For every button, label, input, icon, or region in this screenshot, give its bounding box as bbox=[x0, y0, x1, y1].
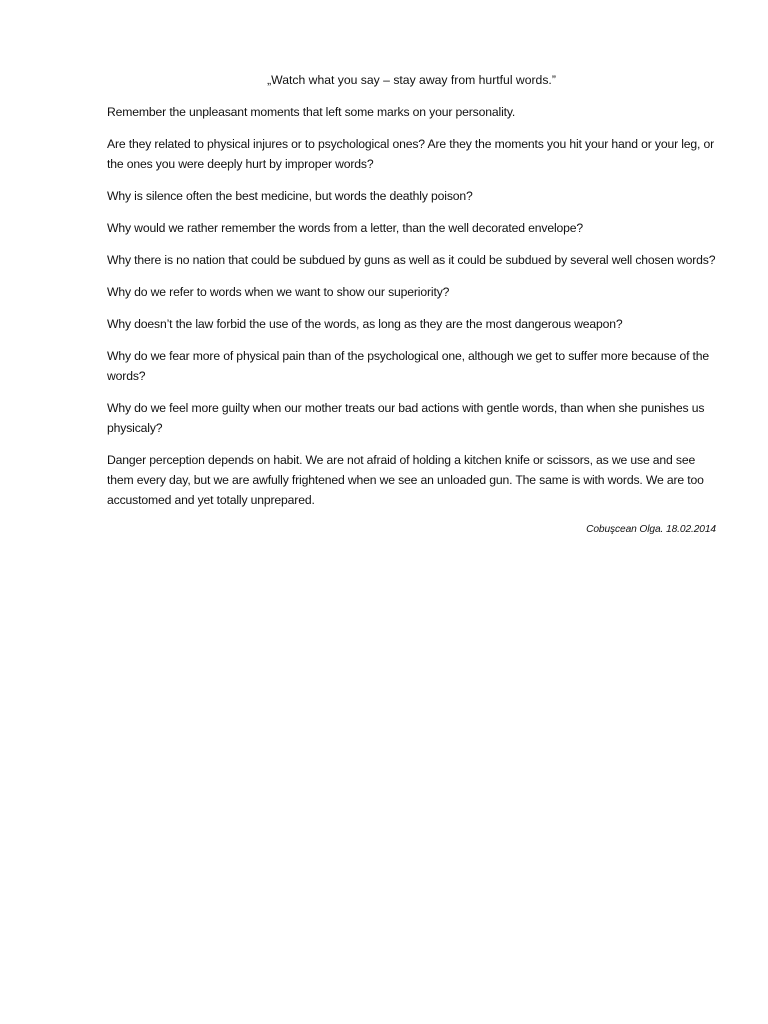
paragraph: Remember the unpleasant moments that left some marks on your personality. bbox=[107, 105, 516, 119]
paragraph: Why there is no nation that could be subdued by guns as well as it could be subdued by several well chosen words? bbox=[107, 253, 716, 267]
paragraph: Why doesn’t the law forbid the use of the words, as long as they are the most dangerous weapon? bbox=[107, 317, 623, 331]
paragraph: Why do we fear more of physical pain than of the psychological one, although we get to suffer more because of the words? bbox=[107, 349, 710, 383]
paragraph: Why do we refer to words when we want to show our superiority? bbox=[107, 285, 450, 299]
paragraph: Why do we feel more guilty when our mother treats our bad actions with gentle words, than when she punishes us physicaly? bbox=[107, 401, 705, 435]
document-body bbox=[107, 70, 716, 538]
paragraph: Are they related to physical injures or to psychological ones? Are they the moments you hit your hand or your leg, or the ones you were deeply hurt by improper words? bbox=[107, 137, 715, 171]
signature: Cobuşcean Olga. 18.02.2014 bbox=[586, 524, 716, 535]
paragraph: Why would we rather remember the words from a letter, than the well decorated envelope? bbox=[107, 221, 584, 235]
paragraph: Why is silence often the best medicine, but words the deathly poison? bbox=[107, 189, 473, 203]
paragraph: Danger perception depends on habit. We are not afraid of holding a kitchen knife or scissors, as we use and see them every day, but we are awfully frightened when we see an unloaded gun. The same is with words. We are too accustomed and yet totally unprepared. bbox=[107, 453, 704, 507]
document-title: „Watch what you say – stay away from hurtful words.” bbox=[267, 73, 556, 87]
